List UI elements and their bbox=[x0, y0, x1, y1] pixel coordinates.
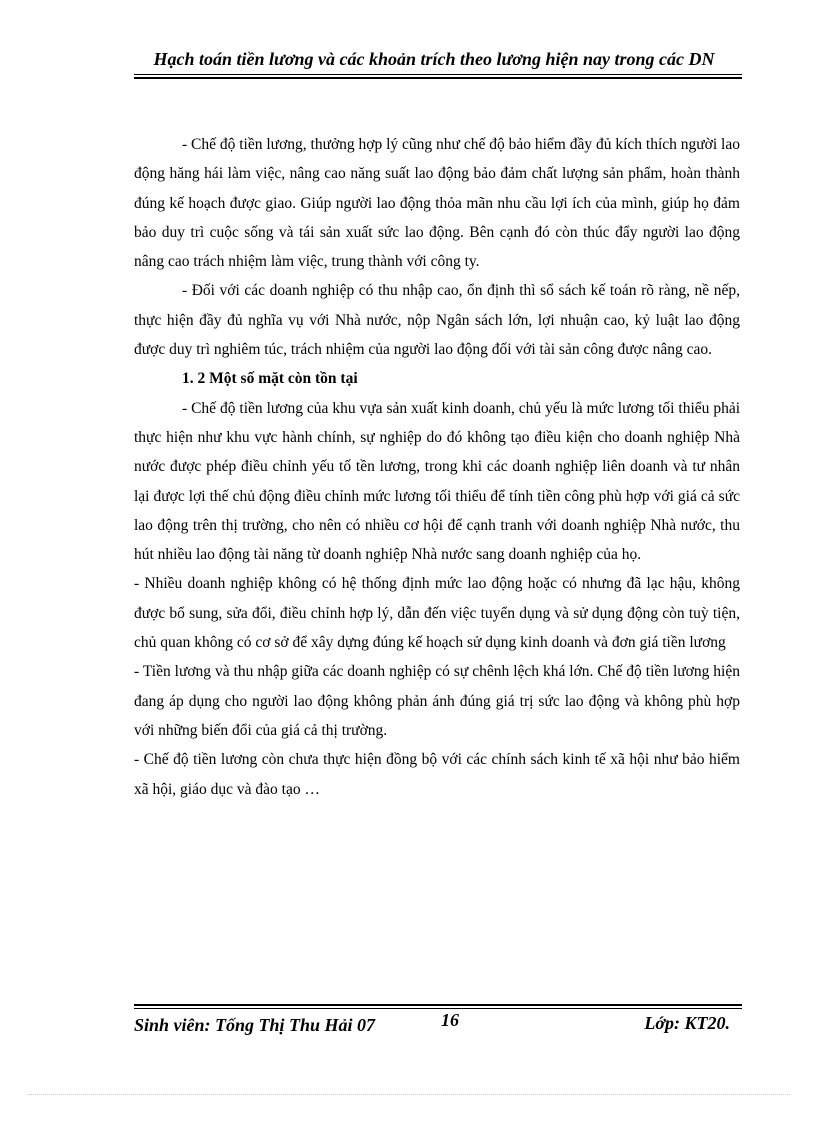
page-boundary-dots bbox=[28, 1094, 790, 1095]
footer-class-label: Lớp: KT20. bbox=[644, 1013, 730, 1033]
footer-divider-thick bbox=[134, 1004, 742, 1006]
paragraph-income-gap: - Tiền lương và thu nhập giữa các doanh nghiệp có sự chênh lệch khá lớn. Chế độ tiền lương hiện đang áp dụng cho người lao động không phản ánh đúng giá trị sức lao động và không phù hợp với những biến đổi của giá cả thị trường. bbox=[134, 663, 740, 739]
section-heading: 1. 2 Một số mặt còn tồn tại bbox=[182, 370, 358, 388]
header-title: Hạch toán tiền lương và các khoản trích theo lương hiện nay trong các DN bbox=[153, 49, 715, 69]
paragraph-labor-norms: - Nhiều doanh nghiệp không có hệ thống định mức lao động hoặc có nhưng đã lạc hậu, không được bổ sung, sửa đổi, điều chỉnh hợp lý, dẫn đến việc tuyển dụng và sử dụng động còn tuỳ tiện, chủ quan không có cơ sở để xây dựng đúng kế hoạch sử dụng kinh doanh và đơn giá tiền lương bbox=[134, 575, 740, 652]
paragraph-minimum-wage: - Chế độ tiền lương của khu vựa sản xuất kinh doanh, chủ yếu là mức lương tối thiểu phải thực hiện như khu vực hành chính, sự nghiệp do đó không tạo điều kiện cho doanh nghiệp Nhà nước được phép điều chỉnh yếu tố tền lương, trong khi các doanh nghiệp liên doanh và tư nhân lại được lợi thế chủ động điều chỉnh mức lương tối thiểu để tính tiền công phù hợp với giá cả sức lao động trên thị trường, cho nên có nhiều cơ hội để cạnh tranh với doanh nghiệp Nhà nước, thu hút nhiều lao động tài năng từ doanh nghiệp Nhà nước sang doanh nghiệp của họ. bbox=[134, 399, 740, 564]
paragraph-high-income-enterprises: - Đối với các doanh nghiệp có thu nhập cao, ổn định thì sổ sách kế toán rõ ràng, nề nếp, thực hiện đầy đủ nghĩa vụ với Nhà nước, nộp Ngân sách lớn, lợi nhuận cao, kỷ luật lao động được duy trì nghiêm túc, trách nhiệm của người lao động đối với tài sản công được nâng cao. bbox=[134, 282, 740, 359]
header-divider bbox=[134, 74, 742, 75]
footer-student-name: Sinh viên: Tống Thị Thu Hải 07 bbox=[134, 1015, 376, 1035]
page-number: 16 bbox=[441, 1010, 459, 1030]
footer-divider bbox=[134, 1008, 742, 1009]
paragraph-sync-policy: - Chế độ tiền lương còn chưa thực hiện đồng bộ với các chính sách kinh tế xã hội như bảo hiểm xã hội, giáo dục và đào tạo … bbox=[134, 751, 740, 798]
paragraph-salary-policy: - Chế độ tiền lương, thưởng hợp lý cũng như chế độ bảo hiểm đầy đủ kích thích người lao động hăng hái làm việc, nâng cao năng suất lao động bảo đảm chất lượng sản phẩm, hoàn thành đúng kế hoạch được giao. Giúp người lao động thỏa mãn nhu cầu lợi ích của mình, giúp họ đảm bảo duy trì cuộc sống và tái sản xuất sức lao động. Bên cạnh đó còn thúc đẩy người lao động nâng cao trách nhiệm làm việc, trung thành với công ty. bbox=[134, 136, 740, 271]
body-content bbox=[134, 130, 740, 804]
header-divider-thick bbox=[134, 77, 742, 79]
